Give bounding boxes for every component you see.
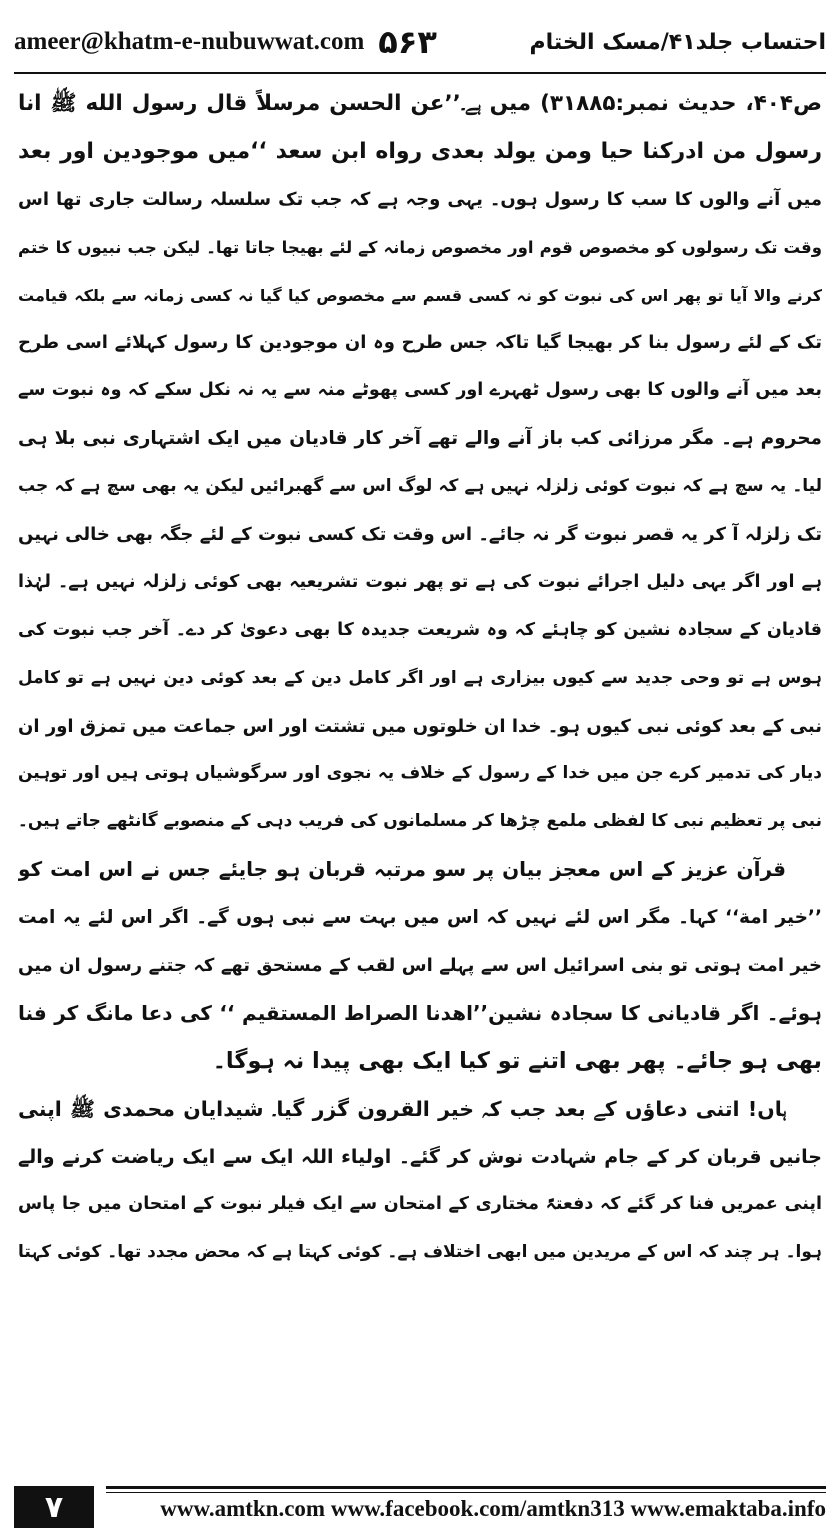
footer-rule-thin (106, 1492, 826, 1493)
text-line: ہے اور اگر یہی دلیل اجرائے نبوت کی ہے تو پھر نبوت تشریعیہ بھی کوئی زلزلہ نہیں ہے۔ لہٰذا (18, 571, 822, 592)
text-line: ہوئے۔ اگر قادیانی کا سجادہ نشین’’اهدنا الصراط المستقیم ‘‘ کی دعا مانگ کر فنا (18, 1000, 822, 1025)
header-email: ameer@khatm-e-nubuwwat.com (14, 28, 365, 55)
footer-links: www.amtkn.com www.facebook.com/amtkn313 www.emaktaba.info (160, 1496, 826, 1521)
body-text (18, 80, 822, 1472)
text-line: خیر امت ہوتی تو بنی اسرائیل اس سے پہلے اس لقب کے مستحق تھے کہ جتنے رسول ان میں (18, 955, 822, 977)
text-line: بھی ہو جائے۔ پھر بھی اتنے تو کیا ایک بھی پیدا نہ ہوگا۔ (212, 1047, 822, 1074)
text-line: وقت تک رسولوں کو مخصوص قوم اور مخصوص زمانہ کے لئے بھیجا جاتا تھا۔ لیکن جب نبیوں کا ختم (18, 237, 822, 257)
page-footer (14, 1486, 826, 1528)
text-line: ’’خیر امة‘‘ کہا۔ مگر اس لئے نہیں کہ اس میں بہت سے نبی ہوں گے۔ اگر اس لئے یہ امت (18, 907, 822, 929)
text-line: ص۴۰۴، حدیث نمبر:۳۱۸۸۵) میں ہے۔’’عن الحسن مرسلاً قال رسول الله ﷺ انا (18, 91, 822, 116)
header-page-number: ۵۶۳ (378, 23, 437, 61)
text-line: ہاں! اتنی دعاؤں کے بعد جب کہ خیر القرون گزر گیا۔ شیدایان محمدی ﷺ اپنی (18, 1096, 786, 1121)
text-line: ہوس ہے تو وحی جدید سے کیوں بیزاری ہے اور اگر کامل دین کے بعد کوئی دین نہیں ہے تو کامل (18, 667, 822, 688)
footer-rule (106, 1486, 826, 1489)
footer-page-badge: ۷ (14, 1486, 94, 1528)
header-book-title: احتساب جلد۴۱/مسک الختام (529, 29, 826, 55)
text-line: محروم ہے۔ مگر مرزائی کب باز آنے والے تھے آخر کار قادیان میں ایک اشتہاری نبی بلا ہی (18, 428, 822, 450)
text-line: قرآن عزیز کے اس معجز بیان پر سو مرتبہ قربان ہو جایئے جس نے اس امت کو (18, 857, 786, 882)
text-line: رسول من ادرکنا حیا ومن یولد بعدی رواه ابن سعد ‘‘میں موجودین اور بعد (18, 138, 822, 164)
text-line: ہوا۔ ہر چند کہ اس کے مریدین میں ابھی اختلاف ہے۔ کوئی کہتا ہے کہ محض مجدد تھا۔ کوئی کہتا (18, 1242, 822, 1263)
header-left (14, 23, 437, 61)
text-line: قادیان کے سجادہ نشین کو چاہئے کہ وہ شریعت جدیدہ کا بھی دعویٰ کر دے۔ آخر جب نبوت کی (18, 619, 822, 640)
text-line: دیار کی تدمیر کرے جن میں خدا کے رسول کے خلاف یہ نجوی اور سرگوشیاں ہوتی ہیں اور توہین (18, 763, 822, 784)
text-line: لیا۔ یہ سچ ہے کہ نبوت کوئی زلزلہ نہیں ہے کہ لوگ اس سے گھبرائیں لیکن یہ بھی سچ ہے کہ جب (18, 476, 822, 497)
text-line: نبی پر تعظیم نبی کا لفظی ملمع چڑھا کر مسلمانوں کی فریب دہی کے منصوبے گانٹھے جاتے ہیں۔ (18, 811, 822, 832)
text-line: نبی کے بعد کوئی نبی کیوں ہو۔ خدا ان خلوتوں میں تشتت اور اس جماعت میں تمزق اور ان (18, 715, 822, 737)
text-line: تک زلزلہ آ کر یہ قصر نبوت گر نہ جائے۔ اس وقت تک کسی نبوت کے لئے جگہ بھی خالی نہیں (18, 524, 822, 546)
text-line: اپنی عمریں فنا کر گئے کہ دفعتہً مختاری کے امتحان سے ایک فیلر نبوت کے امتحان میں جا پاس (18, 1194, 822, 1215)
text-line: میں آنے والوں کا سب کا رسول ہوں۔ یہی وجہ ہے کہ جب تک سلسلہ رسالت جاری تھا اس (18, 188, 822, 210)
text-line: بعد میں آنے والوں کا بھی رسول ٹھہرے اور کسی پھوٹے منہ سے یہ نہ نکل سکے کہ وہ نبوت سے (18, 380, 822, 401)
text-line: کرنے والا آیا تو پھر اس کی نبوت کو نہ کسی قسم سے مخصوص کیا گیا نہ کسی زمانہ سے بلکہ قیامت (18, 285, 822, 305)
header-rule (14, 72, 826, 74)
page-header (14, 14, 826, 70)
text-line: جانیں قربان کر کے جام شہادت نوش کر گئے۔ اولیاء اللہ ایک سے ایک ریاضت کرنے والے (18, 1145, 822, 1168)
text-line: تک کے لئے رسول بنا کر بھیجا گیا تاکہ جس طرح وہ ان موجودین کا رسول کہلائے اسی طرح (18, 332, 822, 354)
